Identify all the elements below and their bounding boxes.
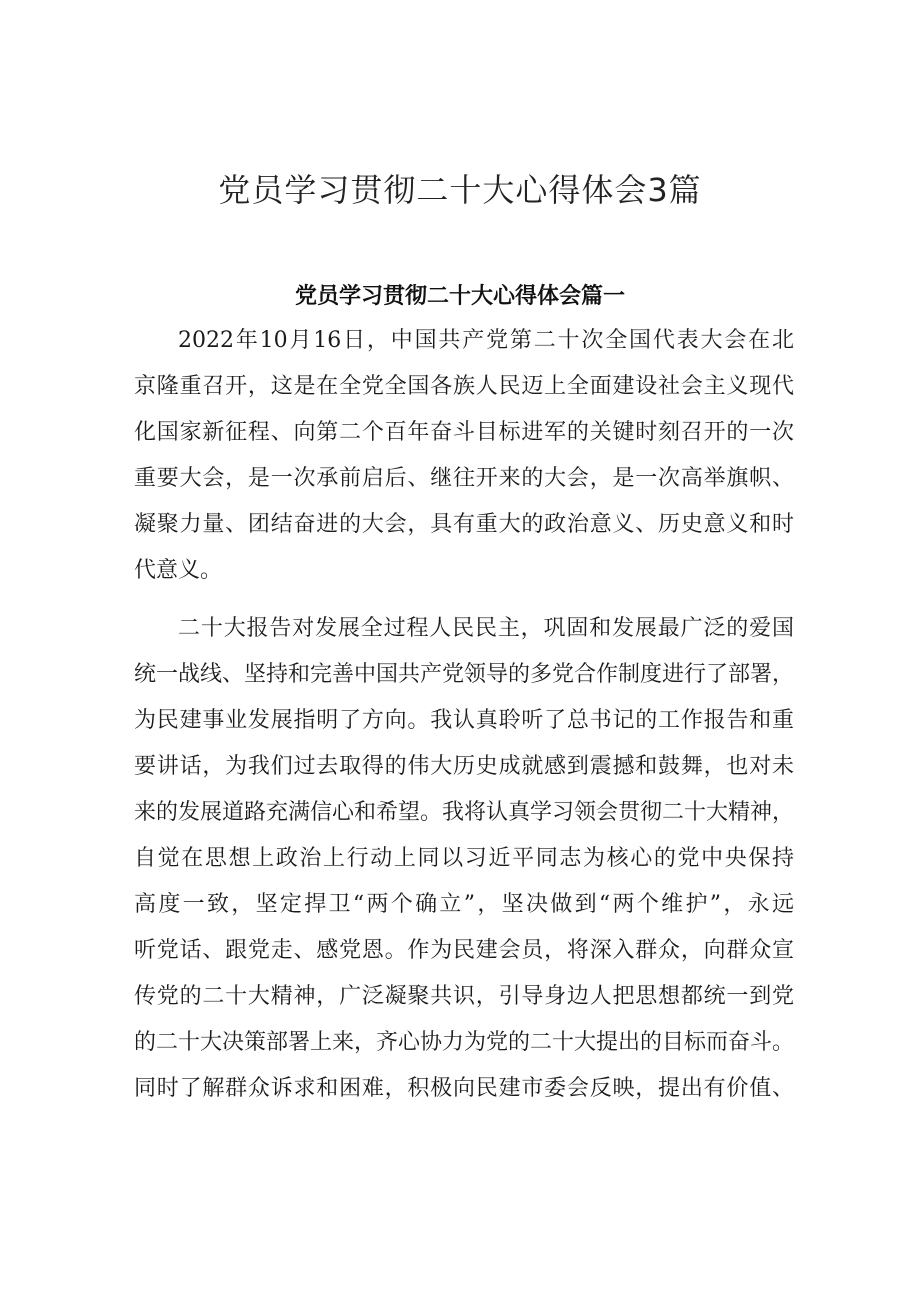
document-title: 党员学习贯彻二十大心得体会3篇 <box>218 171 702 209</box>
text-line: 听党话、跟党走、感党恩。作为民建会员，将深入群众，向群众宣 <box>134 938 794 963</box>
paragraph-2 <box>134 606 794 1112</box>
text-line: 二十大报告对发展全过程人民民主，巩固和发展最广泛的爱国 <box>178 616 794 641</box>
text-line: 高度一致，坚定捍卫“两个确立”，坚决做到“两个维护”，永远 <box>134 892 794 917</box>
text-line: 代意义。 <box>134 558 223 583</box>
text-line: 来的发展道路充满信心和希望。我将认真学习领会贯彻二十大精神， <box>134 800 794 825</box>
text-line: 化国家新征程、向第二个百年奋斗目标进军的关键时刻召开的一次 <box>134 420 794 445</box>
text-line: 同时了解群众诉求和困难，积极向民建市委会反映，提出有价值、 <box>134 1076 794 1101</box>
text-line: 重要大会，是一次承前启后、继往开来的大会，是一次高举旗帜、 <box>134 466 794 491</box>
text-line: 京隆重召开，这是在全党全国各族人民迈上全面建设社会主义现代 <box>134 374 794 399</box>
paragraph-gap <box>134 594 794 606</box>
text-line: 自觉在思想上政治上行动上同以习近平同志为核心的党中央保持 <box>134 846 794 871</box>
text-line: 2022年10月16日，中国共产党第二十次全国代表大会在北 <box>178 328 794 353</box>
text-line: 统一战线、坚持和完善中国共产党领导的多党合作制度进行了部署， <box>134 662 794 687</box>
paragraph-1 <box>134 318 794 594</box>
text-line: 凝聚力量、团结奋进的大会，具有重大的政治意义、历史意义和时 <box>134 512 794 537</box>
text-line: 的二十大决策部署上来，齐心协力为党的二十大提出的目标而奋斗。 <box>134 1030 794 1055</box>
body-text <box>134 318 794 1112</box>
section-title: 党员学习贯彻二十大心得体会篇一 <box>294 284 625 309</box>
text-line: 要讲话，为我们过去取得的伟大历史成就感到震撼和鼓舞，也对未 <box>134 754 794 779</box>
text-line: 传党的二十大精神，广泛凝聚共识，引导身边人把思想都统一到党 <box>134 984 794 1009</box>
text-line: 为民建事业发展指明了方向。我认真聆听了总书记的工作报告和重 <box>134 708 794 733</box>
